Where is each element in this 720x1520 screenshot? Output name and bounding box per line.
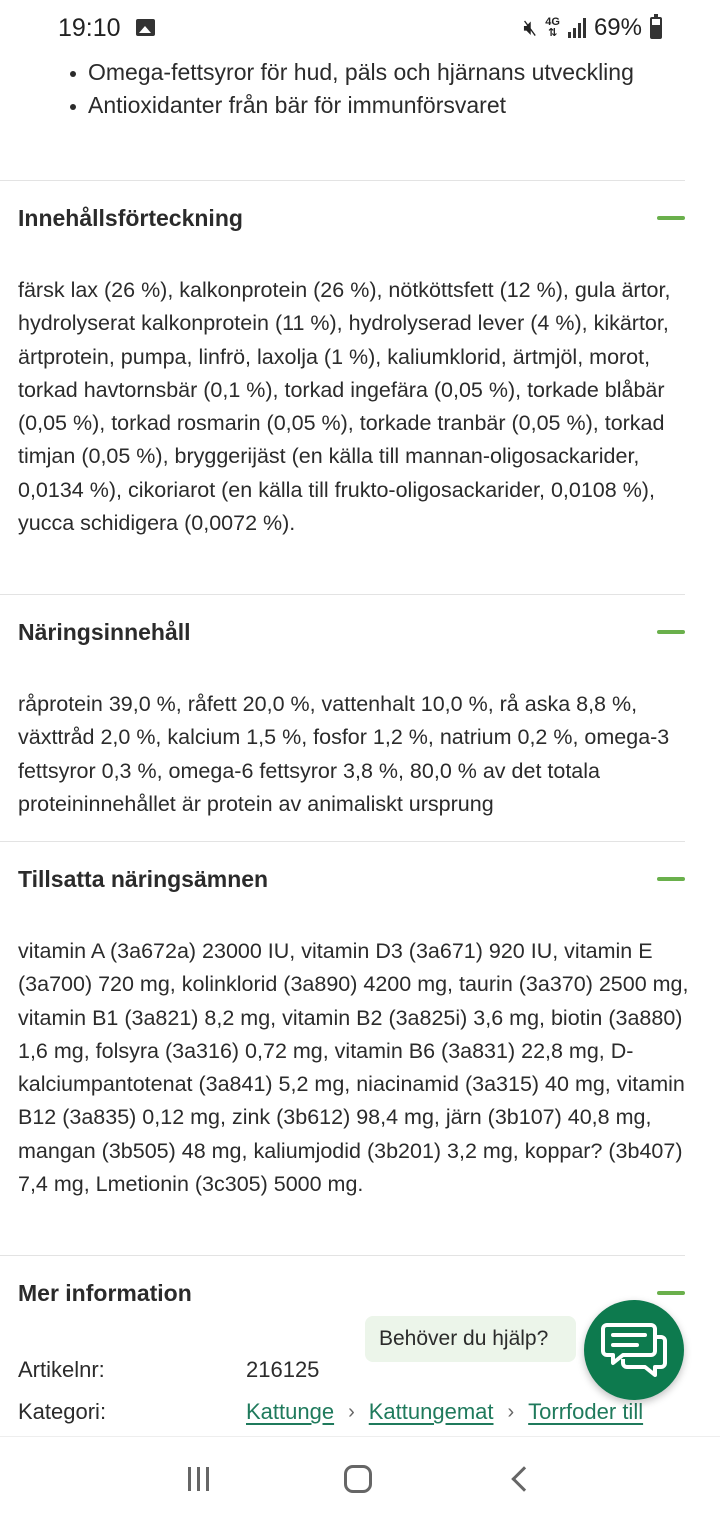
nutrition-text: råprotein 39,0 %, råfett 20,0 %, vattenhalt 10,0 %, rå aska 8,8 %, växttråd 2,0 %, kalcium 1,5 %, fosfor 1,2 %, natrium 0,2 %, omega-3 fettsyror 0,3 %, omega-6 fettsyror 3,8 %, 80,0 % av det totala proteininnehållet är protein av animaliskt ursprung — [18, 692, 670, 816]
ingredients-section — [0, 180, 685, 255]
system-navigation-bar — [0, 1436, 720, 1520]
list-item: Omega-fettsyror för hud, päls och hjärnans utveckling — [0, 56, 720, 89]
article-number-value: 216125 — [246, 1357, 320, 1382]
collapse-minus-icon[interactable] — [657, 1291, 685, 1295]
back-icon[interactable] — [511, 1466, 536, 1491]
chat-icon — [601, 1321, 667, 1379]
category-label: Kategori: — [18, 1399, 107, 1424]
battery-percent: 69% — [593, 14, 642, 41]
category-link-torrfoder[interactable]: Torrfoder till — [528, 1399, 644, 1424]
ingredients-text: färsk lax (26 %), kalkonprotein (26 %), nötköttsfett (12 %), gula ärtor, hydrolyserat kalkonprotein (11 %), hydrolyserad lever (4 %), kikärtor, ärtprotein, pumpa, linfrö, laxolja (1 %), kaliumklorid, ärtmjöl, morot, torkad havtornsbär (0,1 %), torkad ingefära (0,05 %), torkade blåbär (0,05 %), torkad rosmarin (0,05 %), torkade tranbär (0,05 %), torkad timjan (0,05 %), bryggerijäst (en källa till mannan-oligosackarider, 0,0134 %), cikoriarot (en källa till frukto-oligosackarider, 0,0108 %), yucca schidigera (0,0072 %). — [18, 278, 671, 536]
section-title: Tillsatta näringsämnen — [18, 865, 269, 892]
status-bar — [0, 0, 720, 58]
home-icon[interactable] — [344, 1465, 372, 1493]
network-type-icon: 4G ⇅ — [545, 16, 560, 39]
collapse-minus-icon[interactable] — [657, 216, 685, 220]
gallery-notification-icon — [136, 19, 155, 36]
chat-button[interactable] — [584, 1300, 684, 1400]
signal-strength-icon — [568, 18, 586, 38]
status-time: 19:10 — [58, 14, 121, 42]
collapse-minus-icon[interactable] — [657, 877, 685, 881]
category-link-kattunge[interactable]: Kattunge — [246, 1399, 335, 1424]
ingredients-header[interactable] — [0, 181, 685, 255]
article-number-label: Artikelnr: — [18, 1357, 105, 1382]
category-breadcrumb — [246, 1399, 643, 1425]
section-title: Mer information — [18, 1279, 192, 1306]
battery-icon — [650, 17, 662, 39]
additives-text: vitamin A (3a672a) 23000 IU, vitamin D3 (3a671) 920 IU, vitamin E (3a700) 720 mg, kolinklorid (3a890) 4200 mg, taurin (3a370) 2500 mg, vitamin B1 (3a821) 8,2 mg, vitamin B2 (3a825i) 3,6 mg, biotin (3a880) 1,6 mg, folsyra (3a316) 0,72 mg, vitamin B6 (3a831) 22,8 mg, D-kalciumpantotenat (3a841) 5,2 mg, niacinamid (3a315) 40 mg, vitamin B12 (3a835) 0,12 mg, zink (3b612) 98,4 mg, järn (3b107) 40,8 mg, mangan (3b505) 48 mg, kaliumjodid (3b201) 3,2 mg, koppar? (3b407) 7,4 mg, Lmetionin (3c305) 5000 mg. — [18, 939, 689, 1197]
section-title: Näringsinnehåll — [18, 618, 191, 645]
status-indicators — [523, 14, 662, 42]
list-item: Antioxidanter från bär för immunförsvaret — [0, 89, 720, 122]
recent-apps-icon[interactable] — [188, 1467, 209, 1491]
more-info-header[interactable] — [0, 1256, 685, 1330]
breadcrumb-separator-icon: › — [348, 1400, 355, 1423]
section-title: Innehållsförteckning — [18, 204, 243, 231]
breadcrumb-separator-icon: › — [507, 1400, 515, 1423]
more-info-section — [0, 1255, 685, 1330]
network-type-label: 4G — [545, 16, 560, 28]
additives-header[interactable] — [0, 842, 685, 916]
additives-section — [0, 841, 685, 916]
vibrate-mute-icon: 🔇︎ — [523, 15, 538, 40]
help-bubble[interactable]: Behöver du hjälp? — [365, 1316, 576, 1362]
category-link-kattungemat[interactable]: Kattungemat — [368, 1399, 494, 1424]
nutrition-section — [0, 594, 685, 669]
nutrition-header[interactable] — [0, 595, 685, 669]
collapse-minus-icon[interactable] — [657, 630, 685, 634]
